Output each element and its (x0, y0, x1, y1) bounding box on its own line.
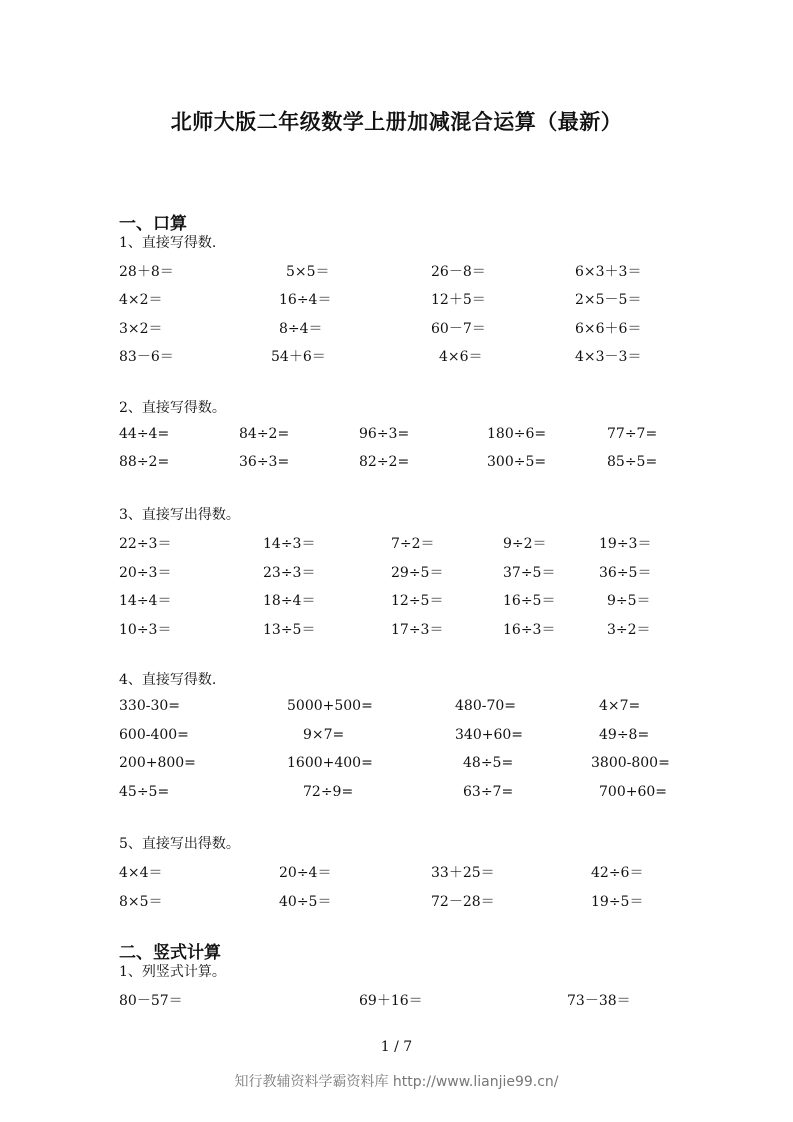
problem: 330-30= (119, 698, 180, 714)
problem: 3×2＝ (119, 321, 163, 337)
problem-row (0, 426, 793, 446)
problem: 28＋8＝ (119, 264, 174, 280)
problem: 73－38＝ (567, 993, 631, 1009)
problem: 96÷3= (359, 426, 410, 442)
problem: 22÷3＝ (119, 536, 172, 552)
section-heading-vertical: 二、竖式计算 (119, 943, 221, 963)
problem: 16÷4＝ (279, 292, 332, 308)
problem: 72－28＝ (431, 894, 495, 910)
problem: 340+60= (455, 727, 523, 743)
problem: 200+800= (119, 755, 196, 771)
problem: 13÷5＝ (263, 622, 316, 638)
problem: 23÷3＝ (263, 565, 316, 581)
problem: 40÷5＝ (279, 894, 332, 910)
problem-row (0, 990, 793, 1010)
problem: 54＋6＝ (271, 349, 326, 365)
problem: 700+60= (599, 784, 667, 800)
problem: 14÷4＝ (119, 593, 172, 609)
problem-row (0, 784, 793, 804)
problem: 180÷6= (487, 426, 547, 442)
section-heading-oral: 一、口算 (119, 214, 187, 234)
problem: 1600+400= (287, 755, 373, 771)
problem: 10÷3＝ (119, 622, 172, 638)
problem: 20÷4＝ (279, 865, 332, 881)
problem-row (0, 346, 793, 366)
problem-row (0, 533, 793, 553)
problem: 12÷5＝ (391, 593, 444, 609)
problem: 88÷2= (119, 454, 170, 470)
problem: 4×7= (599, 698, 641, 714)
question-vertical-1: 1、列竖式计算。 (119, 964, 226, 980)
problem-row (0, 318, 793, 338)
problem: 48÷5= (463, 755, 514, 771)
problem: 17÷3＝ (391, 622, 444, 638)
problem-row (0, 698, 793, 718)
question-5: 5、直接写出得数。 (119, 836, 240, 852)
problem: 45÷5= (119, 784, 170, 800)
problem-row (0, 891, 793, 911)
problem: 3800-800= (591, 755, 670, 771)
problem: 37÷5＝ (503, 565, 556, 581)
problem: 77÷7= (607, 426, 658, 442)
problem: 8÷4＝ (279, 321, 323, 337)
question-1: 1、直接写得数. (119, 235, 217, 251)
problem-row (0, 562, 793, 582)
problem: 4×3－3＝ (575, 349, 642, 365)
problem: 16÷3＝ (503, 622, 556, 638)
problem: 4×6＝ (439, 349, 483, 365)
problem: 5000+500= (287, 698, 373, 714)
problem: 12＋5＝ (431, 292, 486, 308)
problem: 33＋25＝ (431, 865, 495, 881)
problem: 8×5＝ (119, 894, 163, 910)
problem: 18÷4＝ (263, 593, 316, 609)
problem: 26－8＝ (431, 264, 486, 280)
question-2: 2、直接写得数。 (119, 400, 226, 416)
problem-row (0, 755, 793, 775)
problem: 72÷9= (303, 784, 354, 800)
problem: 9×7= (303, 727, 345, 743)
problem: 14÷3＝ (263, 536, 316, 552)
problem-row (0, 289, 793, 309)
problem: 36÷3= (239, 454, 290, 470)
problem: 36÷5＝ (599, 565, 652, 581)
problem-row (0, 590, 793, 610)
question-3: 3、直接写出得数。 (119, 507, 240, 523)
problem: 19÷5＝ (591, 894, 644, 910)
problem: 63÷7= (463, 784, 514, 800)
problem-row (0, 454, 793, 474)
problem: 4×4＝ (119, 865, 163, 881)
problem: 82÷2= (359, 454, 410, 470)
page-title: 北师大版二年级数学上册加减混合运算（最新） (170, 109, 623, 134)
problem: 80－57＝ (119, 993, 183, 1009)
problem: 20÷3＝ (119, 565, 172, 581)
problem: 6×6＋6＝ (575, 321, 642, 337)
source-watermark: 知行教辅资料学霸资料库 http://www.lianjie99.cn/ (234, 1074, 559, 1090)
problem: 69＋16＝ (359, 993, 423, 1009)
question-4: 4、直接写得数. (119, 672, 217, 688)
problem: 19÷3＝ (599, 536, 652, 552)
problem: 49÷8= (599, 727, 650, 743)
page-number: 1 / 7 (380, 1039, 413, 1055)
problem-row (0, 619, 793, 639)
problem: 42÷6＝ (591, 865, 644, 881)
problem: 5×5＝ (286, 264, 330, 280)
problem: 16÷5＝ (503, 593, 556, 609)
problem: 6×3＋3＝ (575, 264, 642, 280)
problem: 4×2＝ (119, 292, 163, 308)
problem: 600-400= (119, 727, 189, 743)
problem: 85÷5= (607, 454, 658, 470)
problem: 7÷2＝ (391, 536, 435, 552)
problem: 480-70= (455, 698, 516, 714)
problem-row (0, 862, 793, 882)
problem-row (0, 261, 793, 281)
problem: 84÷2= (239, 426, 290, 442)
problem: 60－7＝ (431, 321, 486, 337)
problem: 300÷5= (487, 454, 547, 470)
problem: 9÷2＝ (503, 536, 547, 552)
problem-row (0, 727, 793, 747)
problem: 29÷5＝ (391, 565, 444, 581)
problem: 83－6＝ (119, 349, 174, 365)
problem: 44÷4= (119, 426, 170, 442)
problem: 9÷5＝ (607, 593, 651, 609)
problem: 2×5－5＝ (575, 292, 642, 308)
problem: 3÷2＝ (607, 622, 651, 638)
